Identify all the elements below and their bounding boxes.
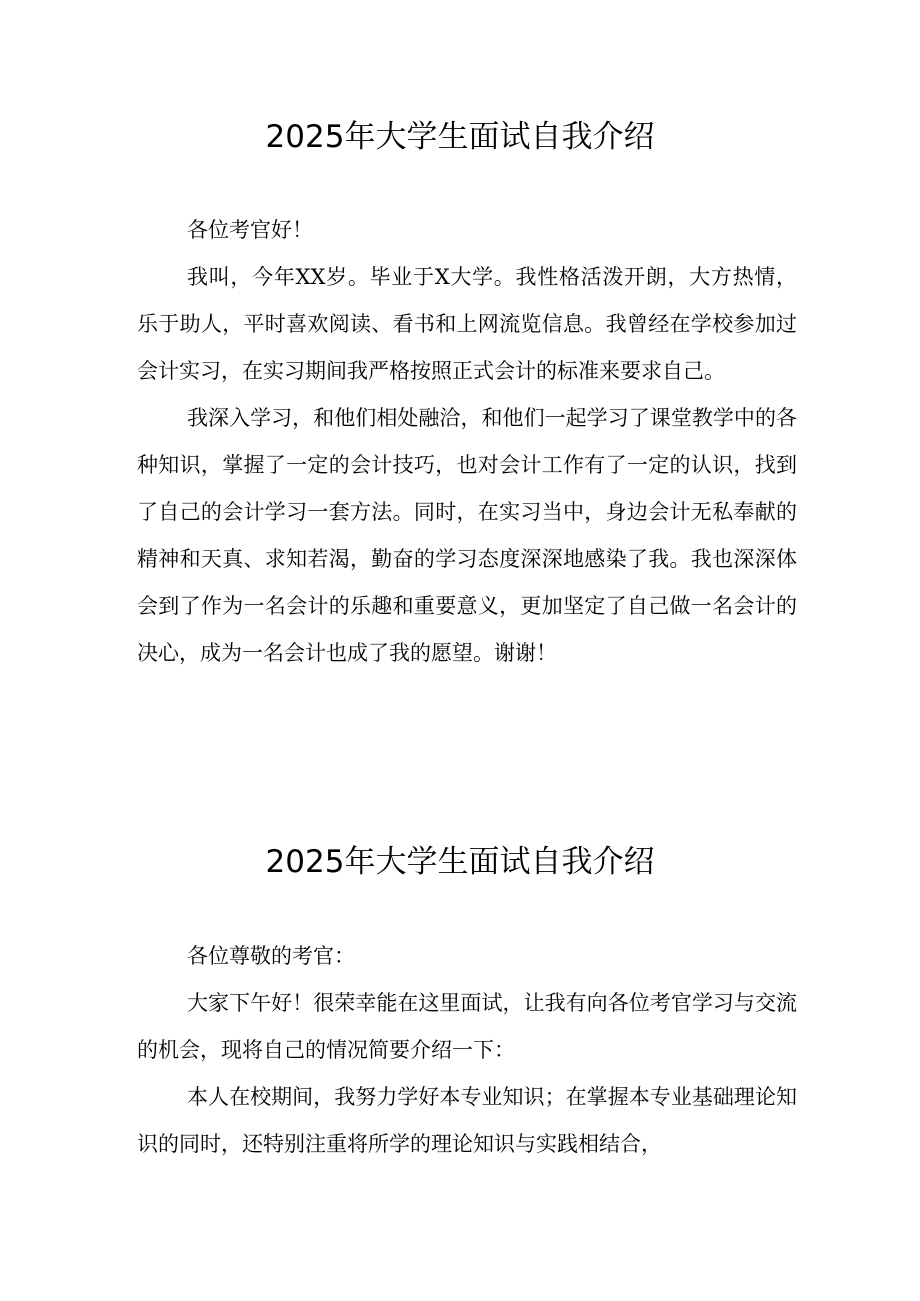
document-body: [137, 207, 797, 677]
body-paragraph: 我深入学习，和他们相处融洽，和他们一起学习了课堂教学中的各种知识，掌握了一定的会计技巧，也对会计工作有了一定的认识，找到了自己的会计学习一套方法。同时，在实习当中，身边会计无私奉献的精神和天真、求知若渴，勤奋的学习态度深深地感染了我。我也深深体会到了作为一名会计的乐趣和重要意义，更加坚定了自己做一名会计的决心，成为一名会计也成了我的愿望。谢谢！: [137, 406, 797, 665]
body-paragraph: 本人在校期间，我努力学好本专业知识；在掌握本专业基础理论知识的同时，还特别注重将所学的理论知识与实践相结合，: [137, 1085, 797, 1156]
document-title: 2025年大学生面试自我介绍: [265, 119, 655, 155]
salutation-paragraph: 各位考官好！: [187, 218, 313, 242]
salutation-paragraph: 各位尊敬的考官：: [187, 944, 355, 968]
document-title: 2025年大学生面试自我介绍: [265, 844, 655, 880]
document-body: [137, 933, 797, 1168]
body-paragraph: 我叫，今年XX岁。毕业于X大学。我性格活泼开朗，大方热情，乐于助人，平时喜欢阅读、看书和上网流览信息。我曾经在学校参加过会计实习，在实习期间我严格按照正式会计的标准来要求自己。: [137, 265, 797, 383]
body-paragraph: 大家下午好！很荣幸能在这里面试，让我有向各位考官学习与交流的机会，现将自己的情况简要介绍一下：: [137, 991, 797, 1062]
